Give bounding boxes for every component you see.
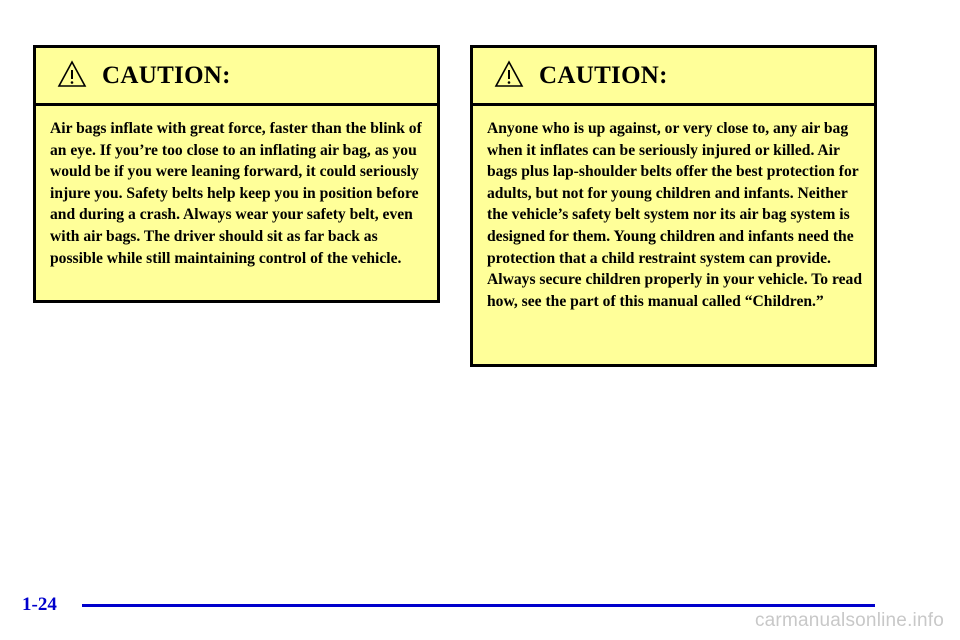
caution-box-airbag-force: [33, 45, 440, 303]
footer-divider: [82, 604, 875, 607]
caution-box-child-safety: [470, 45, 877, 367]
watermark: carmanualsonline.info: [754, 610, 944, 631]
caution-body-text: Anyone who is up against, or very close to, any air bag when it inflates can be seriously injured or killed. Air bags plus lap-shoulder belts offer the best protection for adults, but not for young children and infants. Neither the vehicle’s safety belt system nor its air bag system is designed for them. Young children and infants need the protection that a child restraint system can provide. Always secure children properly in your vehicle. To read how, see the part of this manual called “Children.”: [487, 120, 862, 310]
warning-triangle-icon: [494, 60, 524, 88]
page-number: 1-24: [22, 594, 57, 615]
caution-body-text: Air bags inflate with great force, faster than the blink of an eye. If you’re too close to an inflating air bag, as you would be if you were leaning forward, it could seriously injure you. Safety belts help keep you in position before and during a crash. Always wear your safety belt, even with air bags. The driver should sit as far back as possible while still maintaining control of the vehicle.: [50, 120, 422, 267]
caution-header: [36, 48, 437, 106]
caution-title: CAUTION:: [539, 62, 668, 89]
caution-title: CAUTION:: [102, 62, 231, 89]
caution-header: [473, 48, 874, 106]
warning-triangle-icon: [57, 60, 87, 88]
